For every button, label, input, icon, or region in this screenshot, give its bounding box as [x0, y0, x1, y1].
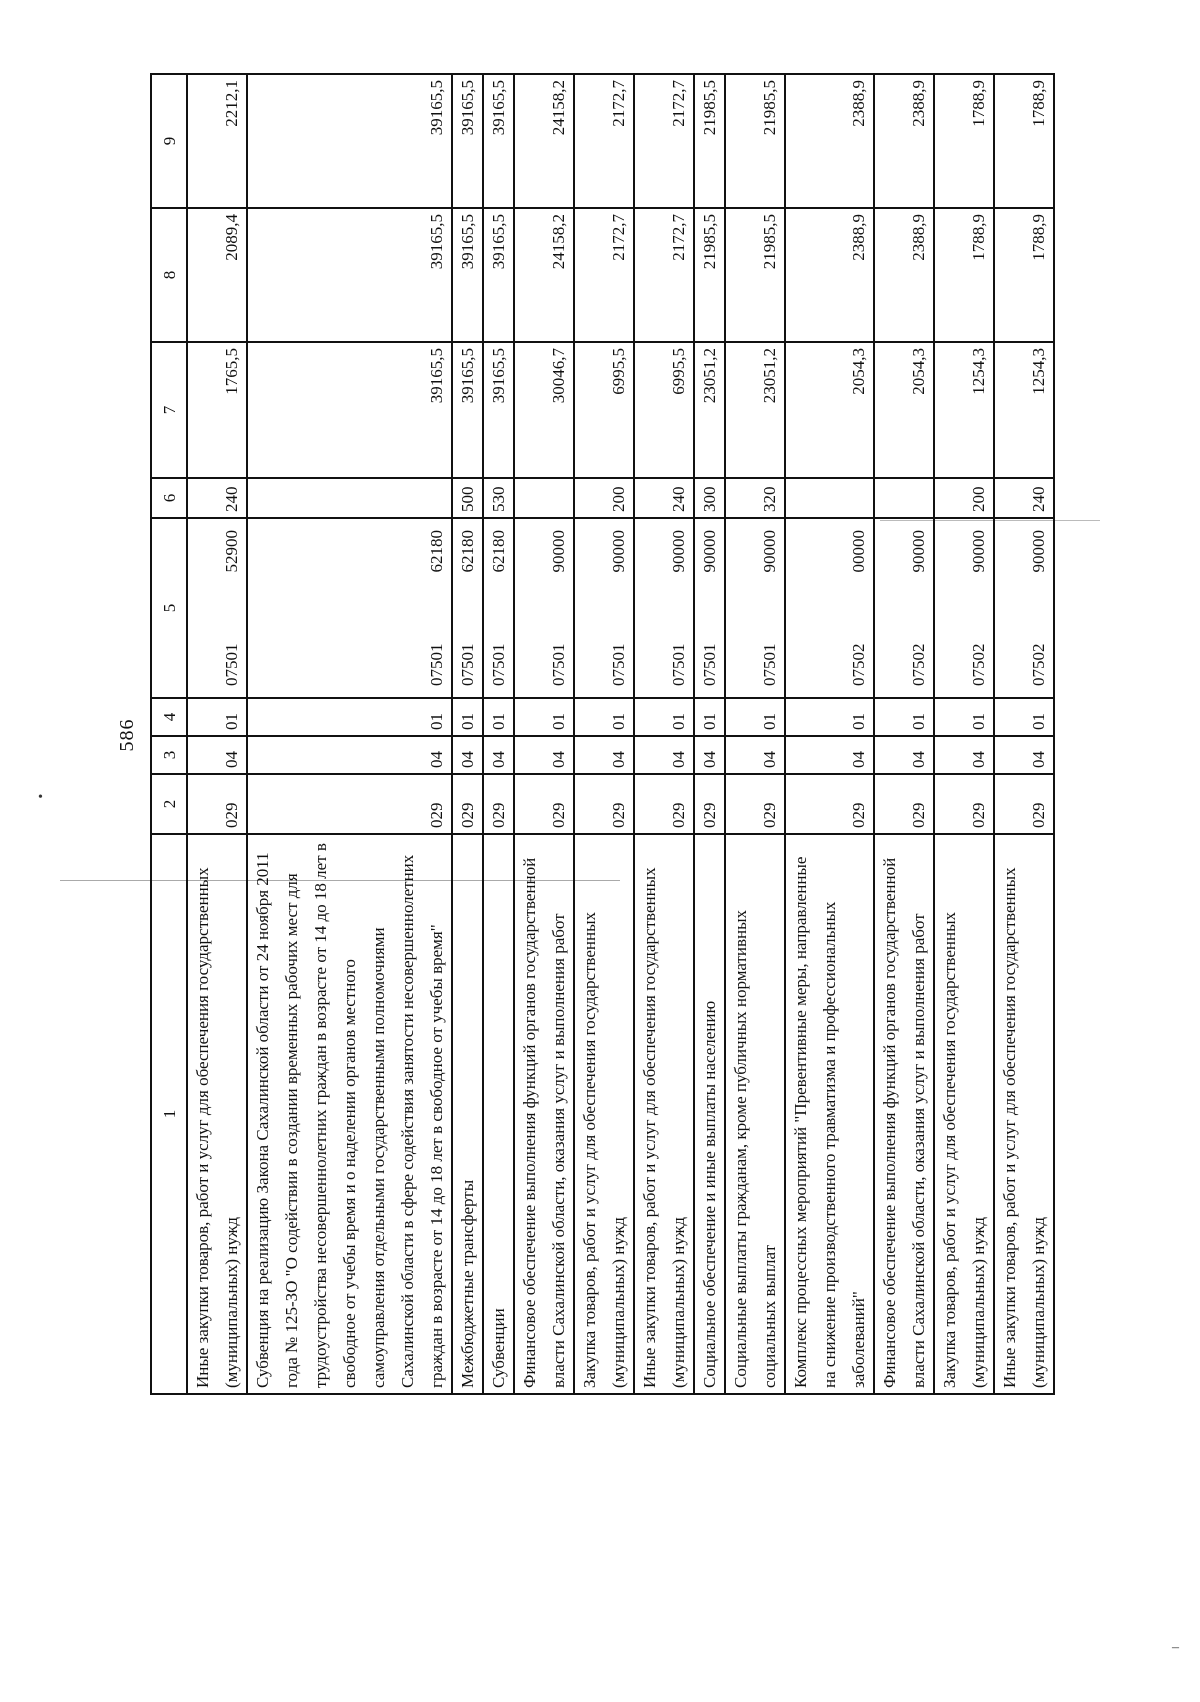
- program-code: 07502: [849, 643, 868, 686]
- section-code: 04: [725, 736, 785, 774]
- amount-year-2: 2089,4: [187, 208, 247, 342]
- direction-code: 90000: [549, 530, 568, 573]
- amount-year-1: 1254,3: [934, 342, 994, 478]
- ministry-code: 029: [483, 774, 514, 834]
- amount-year-1: 23051,2: [725, 342, 785, 478]
- row-description: Комплекс процессных мероприятий "Превентивные меры, направленные на снижение производственного травматизма и профессиональных заболеваний": [785, 834, 874, 1394]
- ministry-code: 029: [725, 774, 785, 834]
- direction-code: 00000: [849, 530, 868, 573]
- subsection-code: 01: [574, 698, 634, 736]
- header-cell: 5: [151, 518, 187, 698]
- page-number: 586: [116, 718, 138, 752]
- subsection-code: 01: [247, 698, 452, 736]
- table-row: [934, 74, 994, 1394]
- target-article-code: [574, 518, 634, 698]
- amount-year-1: 1765,5: [187, 342, 247, 478]
- row-description: Иные закупки товаров, работ и услуг для обеспечения государственных (муниципальных) нужд: [187, 834, 247, 1394]
- direction-code: 52900: [222, 530, 241, 573]
- section-code: 04: [483, 736, 514, 774]
- target-article-code: [725, 518, 785, 698]
- header-cell: 2: [151, 774, 187, 834]
- amount-year-2: 2388,9: [874, 208, 934, 342]
- ministry-code: 029: [452, 774, 483, 834]
- scan-dot: –: [1172, 1640, 1179, 1655]
- ministry-code: 029: [514, 774, 574, 834]
- amount-year-1: 2054,3: [874, 342, 934, 478]
- section-code: 04: [694, 736, 725, 774]
- target-article-parts: [422, 524, 451, 692]
- header-cell: 1: [151, 834, 187, 1394]
- program-code: 07502: [909, 643, 928, 686]
- amount-year-1: 2054,3: [785, 342, 874, 478]
- expense-type-code: 200: [574, 478, 634, 518]
- target-article-parts: [964, 524, 993, 692]
- direction-code: 62180: [458, 530, 477, 573]
- table-row: [994, 74, 1054, 1394]
- expense-type-code: 320: [725, 478, 785, 518]
- expense-type-code: 240: [994, 478, 1054, 518]
- direction-code: 90000: [760, 530, 779, 573]
- amount-year-1: 6995,5: [634, 342, 694, 478]
- header-cell: 6: [151, 478, 187, 518]
- expense-type-code: [785, 478, 874, 518]
- target-article-parts: [904, 524, 933, 692]
- scan-dot: •: [38, 790, 43, 805]
- amount-year-1: 23051,2: [694, 342, 725, 478]
- section-code: 04: [994, 736, 1054, 774]
- amount-year-3: 2388,9: [785, 74, 874, 208]
- direction-code: 90000: [669, 530, 688, 573]
- subsection-code: 01: [994, 698, 1054, 736]
- amount-year-3: 21985,5: [725, 74, 785, 208]
- ministry-code: 029: [874, 774, 934, 834]
- program-code: 07501: [669, 643, 688, 686]
- table-row: [452, 74, 483, 1394]
- program-code: 07501: [489, 643, 508, 686]
- amount-year-3: 2388,9: [874, 74, 934, 208]
- expense-type-code: 300: [694, 478, 725, 518]
- amount-year-3: 24158,2: [514, 74, 574, 208]
- row-description: Социальное обеспечение и иные выплаты населению: [694, 834, 725, 1394]
- program-code: 07501: [609, 643, 628, 686]
- program-code: 07502: [1029, 643, 1048, 686]
- section-code: 04: [514, 736, 574, 774]
- expense-type-code: [514, 478, 574, 518]
- subsection-code: 01: [483, 698, 514, 736]
- program-code: 07501: [700, 643, 719, 686]
- amount-year-1: 39165,5: [247, 342, 452, 478]
- table-row: [725, 74, 785, 1394]
- direction-code: 90000: [909, 530, 928, 573]
- program-code: 07501: [549, 643, 568, 686]
- target-article-parts: [755, 524, 784, 692]
- row-description: Социальные выплаты гражданам, кроме публичных нормативных социальных выплат: [725, 834, 785, 1394]
- table-row: [785, 74, 874, 1394]
- direction-code: 90000: [609, 530, 628, 573]
- table-row: [247, 74, 452, 1394]
- row-description: Закупка товаров, работ и услуг для обеспечения государственных (муниципальных) нужд: [934, 834, 994, 1394]
- amount-year-3: 21985,5: [694, 74, 725, 208]
- header-row: [151, 74, 187, 1394]
- target-article-parts: [484, 524, 513, 692]
- target-article-code: [187, 518, 247, 698]
- row-description: Субвенция на реализацию Закона Сахалинской области от 24 ноября 2011 года № 125-ЗО "О содействии в создании временных рабочих мест для трудоустройства несовершеннолетних граждан в возрасте от 14 до 18 лет в свободное от учебы время и о наделении органов местного самоуправления отдельными государственными полномочиями Сахалинской области в сфере содействия занятости несовершеннолетних граждан в возрасте от 14 до 18 лет в свободное от учебы время": [247, 834, 452, 1394]
- amount-year-3: 1788,9: [994, 74, 1054, 208]
- target-article-parts: [844, 524, 873, 692]
- amount-year-2: 2172,7: [634, 208, 694, 342]
- section-code: 04: [247, 736, 452, 774]
- section-code: 04: [452, 736, 483, 774]
- amount-year-2: 39165,5: [452, 208, 483, 342]
- target-article-parts: [453, 524, 482, 692]
- ministry-code: 029: [694, 774, 725, 834]
- subsection-code: 01: [452, 698, 483, 736]
- amount-year-3: 1788,9: [934, 74, 994, 208]
- header-cell: 9: [151, 74, 187, 208]
- amount-year-1: 1254,3: [994, 342, 1054, 478]
- expense-type-code: [874, 478, 934, 518]
- amount-year-1: 30046,7: [514, 342, 574, 478]
- target-article-parts: [217, 524, 246, 692]
- table-row: [634, 74, 694, 1394]
- target-article-code: [247, 518, 452, 698]
- target-article-code: [634, 518, 694, 698]
- amount-year-2: 39165,5: [483, 208, 514, 342]
- amount-year-3: 2212,1: [187, 74, 247, 208]
- direction-code: 90000: [1029, 530, 1048, 573]
- row-description: Закупка товаров, работ и услуг для обеспечения государственных (муниципальных) нужд: [574, 834, 634, 1394]
- amount-year-2: 2388,9: [785, 208, 874, 342]
- table-row: [694, 74, 725, 1394]
- amount-year-2: 1788,9: [994, 208, 1054, 342]
- table-row: [514, 74, 574, 1394]
- row-description: Иные закупки товаров, работ и услуг для обеспечения государственных (муниципальных) нужд: [634, 834, 694, 1394]
- target-article-code: [483, 518, 514, 698]
- amount-year-2: 39165,5: [247, 208, 452, 342]
- amount-year-2: 2172,7: [574, 208, 634, 342]
- target-article-code: [694, 518, 725, 698]
- row-description: Иные закупки товаров, работ и услуг для обеспечения государственных (муниципальных) нужд: [994, 834, 1054, 1394]
- target-article-code: [785, 518, 874, 698]
- direction-code: 90000: [969, 530, 988, 573]
- ministry-code: 029: [634, 774, 694, 834]
- header-cell: 8: [151, 208, 187, 342]
- ministry-code: 029: [187, 774, 247, 834]
- header-cell: 7: [151, 342, 187, 478]
- amount-year-2: 21985,5: [694, 208, 725, 342]
- row-description: Межбюджетные трансферты: [452, 834, 483, 1394]
- expense-type-code: 500: [452, 478, 483, 518]
- expense-type-code: 200: [934, 478, 994, 518]
- program-code: 07501: [427, 643, 446, 686]
- header-cell: 3: [151, 736, 187, 774]
- row-description: Финансовое обеспечение выполнения функций органов государственной власти Сахалинской области, оказания услуг и выполнения работ: [514, 834, 574, 1394]
- section-code: 04: [934, 736, 994, 774]
- ministry-code: 029: [247, 774, 452, 834]
- table-body: [187, 74, 1054, 1394]
- subsection-code: 01: [934, 698, 994, 736]
- amount-year-2: 24158,2: [514, 208, 574, 342]
- rotated-table-block: [116, 75, 1048, 1395]
- section-code: 04: [634, 736, 694, 774]
- subsection-code: 01: [694, 698, 725, 736]
- table-row: [874, 74, 934, 1394]
- table-row: [574, 74, 634, 1394]
- program-code: 07502: [969, 643, 988, 686]
- subsection-code: 01: [874, 698, 934, 736]
- target-article-parts: [1024, 524, 1053, 692]
- target-article-code: [934, 518, 994, 698]
- program-code: 07501: [222, 643, 241, 686]
- ministry-code: 029: [785, 774, 874, 834]
- target-article-parts: [695, 524, 724, 692]
- section-code: 04: [187, 736, 247, 774]
- program-code: 07501: [760, 643, 779, 686]
- target-article-parts: [604, 524, 633, 692]
- expense-type-code: 530: [483, 478, 514, 518]
- amount-year-1: 6995,5: [574, 342, 634, 478]
- subsection-code: 01: [634, 698, 694, 736]
- target-article-code: [994, 518, 1054, 698]
- amount-year-2: 21985,5: [725, 208, 785, 342]
- amount-year-2: 1788,9: [934, 208, 994, 342]
- section-code: 04: [574, 736, 634, 774]
- program-code: 07501: [458, 643, 477, 686]
- section-code: 04: [785, 736, 874, 774]
- section-code: 04: [874, 736, 934, 774]
- amount-year-3: 2172,7: [634, 74, 694, 208]
- target-article-code: [452, 518, 483, 698]
- subsection-code: 01: [187, 698, 247, 736]
- amount-year-3: 39165,5: [247, 74, 452, 208]
- target-article-parts: [664, 524, 693, 692]
- ministry-code: 029: [994, 774, 1054, 834]
- row-description: Финансовое обеспечение выполнения функций органов государственной власти Сахалинской области, оказания услуг и выполнения работ: [874, 834, 934, 1394]
- ministry-code: 029: [574, 774, 634, 834]
- amount-year-1: 39165,5: [483, 342, 514, 478]
- amount-year-3: 39165,5: [452, 74, 483, 208]
- header-cell: 4: [151, 698, 187, 736]
- ministry-code: 029: [934, 774, 994, 834]
- subsection-code: 01: [514, 698, 574, 736]
- amount-year-3: 2172,7: [574, 74, 634, 208]
- expense-type-code: 240: [187, 478, 247, 518]
- direction-code: 62180: [489, 530, 508, 573]
- target-article-code: [514, 518, 574, 698]
- subsection-code: 01: [785, 698, 874, 736]
- expense-type-code: 240: [634, 478, 694, 518]
- row-description: Субвенции: [483, 834, 514, 1394]
- target-article-code: [874, 518, 934, 698]
- direction-code: 62180: [427, 530, 446, 573]
- subsection-code: 01: [725, 698, 785, 736]
- expense-type-code: [247, 478, 452, 518]
- table-row: [187, 74, 247, 1394]
- target-article-parts: [544, 524, 573, 692]
- amount-year-3: 39165,5: [483, 74, 514, 208]
- amount-year-1: 39165,5: [452, 342, 483, 478]
- table-row: [483, 74, 514, 1394]
- budget-table: [150, 73, 1055, 1395]
- direction-code: 90000: [700, 530, 719, 573]
